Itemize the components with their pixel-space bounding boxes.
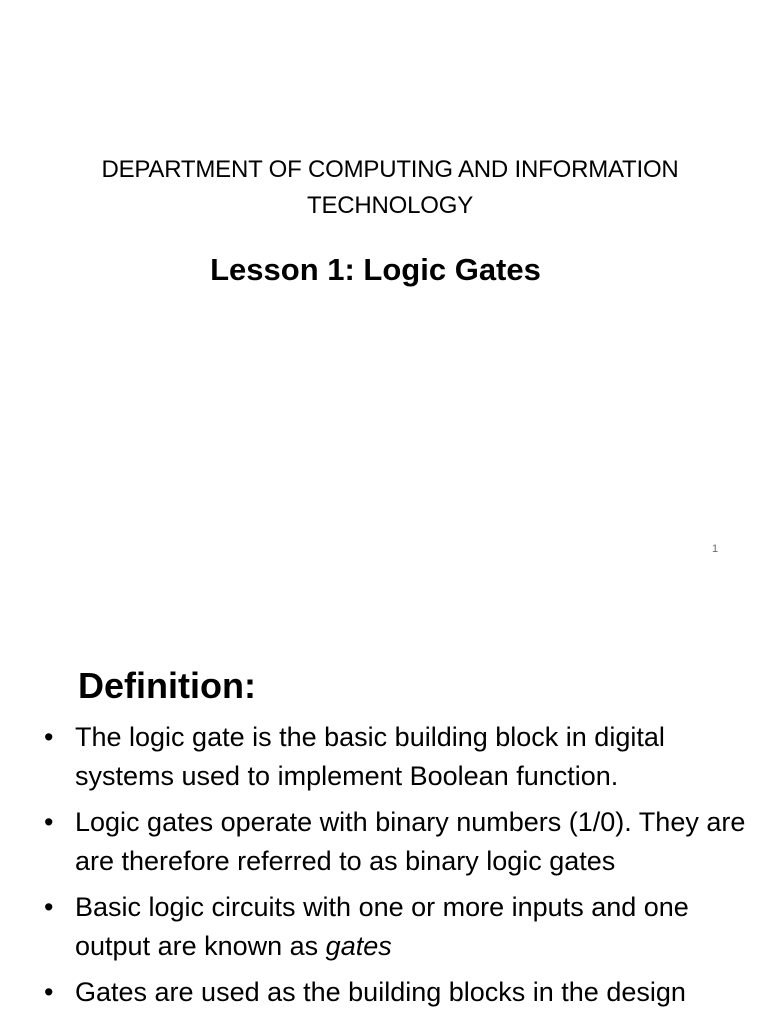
- bullet-icon: •: [44, 892, 54, 922]
- definition-heading: Definition:: [78, 665, 256, 706]
- list-item: [44, 973, 764, 1012]
- bullet-text: Logic gates operate with binary numbers (1/0). They are are therefore referred to as binary logic gates: [75, 807, 746, 876]
- lesson-title: Lesson 1: Logic Gates: [210, 252, 541, 287]
- bullet-icon: •: [44, 977, 54, 1007]
- list-item: [44, 718, 764, 795]
- definition-bullet-list: [44, 718, 764, 1020]
- list-item: [44, 888, 764, 965]
- bullet-text: Gates are used as the building blocks in the design: [75, 977, 686, 1007]
- bullet-icon: •: [44, 722, 54, 752]
- bullet-text: Basic logic circuits with one or more inputs and one output are known as: [75, 892, 689, 961]
- definition-slide: [0, 600, 768, 1024]
- list-item: [44, 803, 764, 880]
- bullet-emphasis: gates: [325, 930, 392, 961]
- department-name: DEPARTMENT OF COMPUTING AND INFORMATION TECHNOLOGY: [101, 156, 679, 219]
- bullet-text: The logic gate is the basic building block in digital systems used to implement Boolean function.: [75, 722, 665, 791]
- bullet-icon: •: [44, 807, 54, 837]
- page-number: 1: [712, 543, 719, 555]
